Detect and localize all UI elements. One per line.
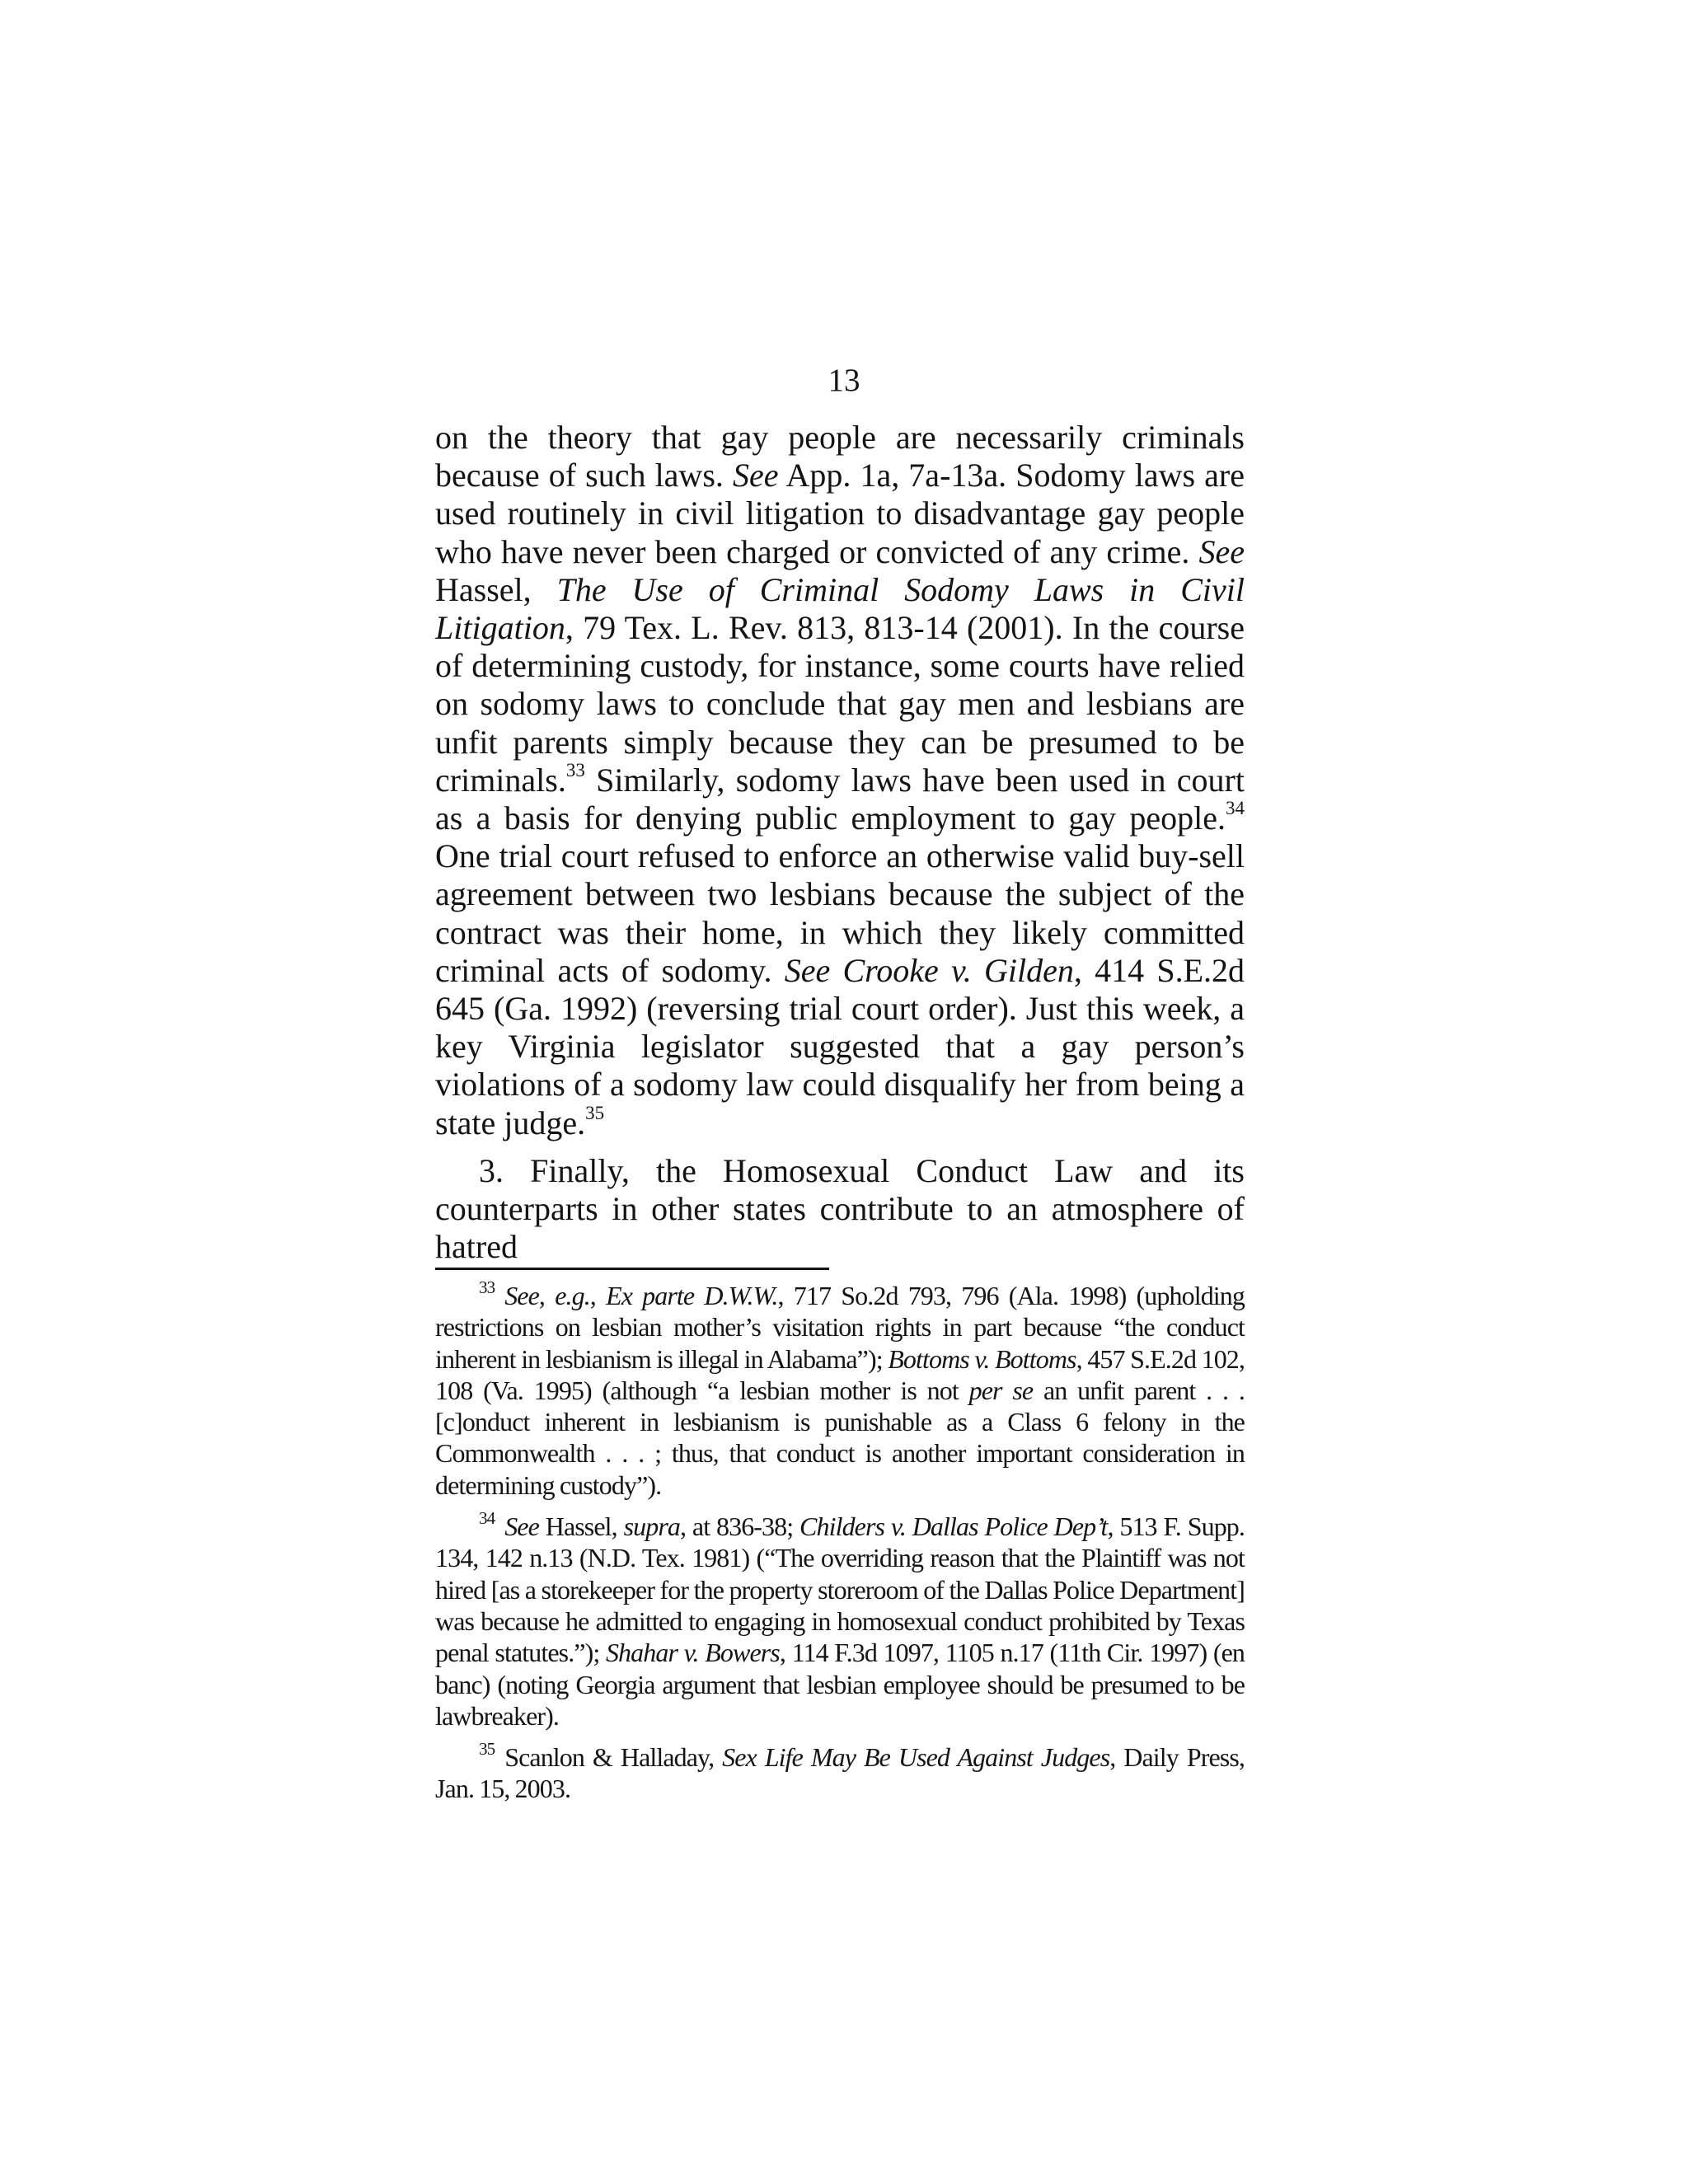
text-run: Hassel,: [435, 570, 557, 608]
signal-see: See: [733, 457, 779, 494]
text-run: Similarly, sodomy laws have been used in court as a basis for denying public employment to gay people.: [435, 761, 1245, 837]
case-name: Bottoms v. Bottoms: [888, 1343, 1076, 1374]
text-run: , 79 Tex. L. Rev. 813, 813-14 (2001). In the course of determining custody, for instance, some courts have relied on sodomy laws to conclude that gay men and lesbians are unfit parents simply because they can be presumed to be criminals.: [435, 609, 1245, 799]
footnote-33: [435, 1277, 1245, 1501]
footnote-number: 34: [479, 1508, 495, 1529]
text-run: , Daily Press, Jan. 15, 2003.: [435, 1742, 1245, 1804]
text-run: Scanlon & Halladay,: [504, 1742, 723, 1773]
article-title: Sex Life May Be Used Against Judges: [722, 1742, 1110, 1773]
case-name: Childers v. Dallas Police Dep’t: [799, 1511, 1108, 1542]
text-run: , 457 S.E.2d 102, 108 (Va. 1995) (although “a lesbian mother is not: [435, 1343, 1245, 1405]
body-text: [435, 419, 1245, 1266]
footnotes: [435, 1277, 1245, 1815]
footnote-ref-34: 34: [1226, 798, 1245, 819]
footnote-35: [435, 1741, 1245, 1805]
text-run: , 414 S.E.2d 645 (Ga. 1992) (reversing trial court order). Just this week, a key Virginia legislator suggested that a gay person’s violations of a sodomy law could disqualify her from being a state judge.: [435, 951, 1245, 1141]
footnote-34: [435, 1508, 1245, 1732]
footnote-ref-35: 35: [585, 1102, 605, 1123]
article-title: The Use of Criminal Sodomy Laws in Civil Litigation: [435, 570, 1245, 647]
body-paragraph: [435, 419, 1245, 1142]
signal-supra: supra: [623, 1511, 680, 1542]
signal-eg: e.g.: [555, 1281, 590, 1310]
signal-see: See: [504, 1281, 539, 1310]
body-paragraph: 3. Finally, the Homosexual Conduct Law and its counterparts in other states contribute to an atmosphere of hatred: [435, 1151, 1245, 1266]
signal-see: See: [504, 1511, 539, 1542]
text-run: One trial court refused to enforce an otherwise valid buy-sell agreement between two lesbians because the subject of the contract was their home, in which they likely committed criminal acts of sodomy.: [435, 837, 1245, 989]
footnote-number: 35: [479, 1739, 495, 1760]
text-run: on the theory that gay people are necessarily criminals because of such laws.: [435, 419, 1245, 494]
text-run: , 513 F. Supp. 134, 142 n.13 (N.D. Tex. 1981) (“The overriding reason that the Plaintiff was not hired [as a storekeeper for the property storeroom of the Dallas Police Department] was because he admitted to engaging in homosexual conduct prohibited by Texas penal statutes.”);: [435, 1511, 1245, 1668]
case-name: Ex parte D.W.W.: [606, 1281, 778, 1310]
text-run: Hassel,: [538, 1511, 624, 1542]
text-run: , at 836-38;: [679, 1511, 800, 1542]
footnote-separator: [435, 1268, 829, 1270]
text-run: , 717 So.2d 793, 796 (Ala. 1998) (upholding restrictions on lesbian mother’s visitation rights in part because “the conduct inherent in lesbianism is illegal in Alabama”);: [435, 1281, 1245, 1374]
footnote-number: 33: [479, 1277, 495, 1297]
text-run: ,: [589, 1281, 607, 1310]
text-run: , 114 F.3d 1097, 1105 n.17 (11th Cir. 1997) (en banc) (noting Georgia argument that lesbian employee should be presumed to be lawbreaker).: [435, 1638, 1245, 1731]
case-name: Shahar v. Bowers: [605, 1638, 780, 1668]
text-run: an unfit parent . . . [c]onduct inherent in lesbianism is punishable as a Class 6 felony in the Commonwealth . . . ; thus, that conduct is another important consideration in determining custody”).: [435, 1375, 1245, 1500]
footnote-ref-33: 33: [565, 759, 585, 780]
case-citation: See Crooke v. Gilden: [784, 951, 1074, 989]
signal-see: See: [1198, 532, 1245, 570]
text-run: App. 1a, 7a-13a. Sodomy laws are used routinely in civil litigation to disadvantage gay people who have never been charged or convicted of any crime.: [435, 457, 1245, 570]
text-run: ,: [538, 1281, 556, 1310]
latin-phrase: per se: [968, 1375, 1034, 1405]
page-number: 13: [828, 363, 860, 398]
